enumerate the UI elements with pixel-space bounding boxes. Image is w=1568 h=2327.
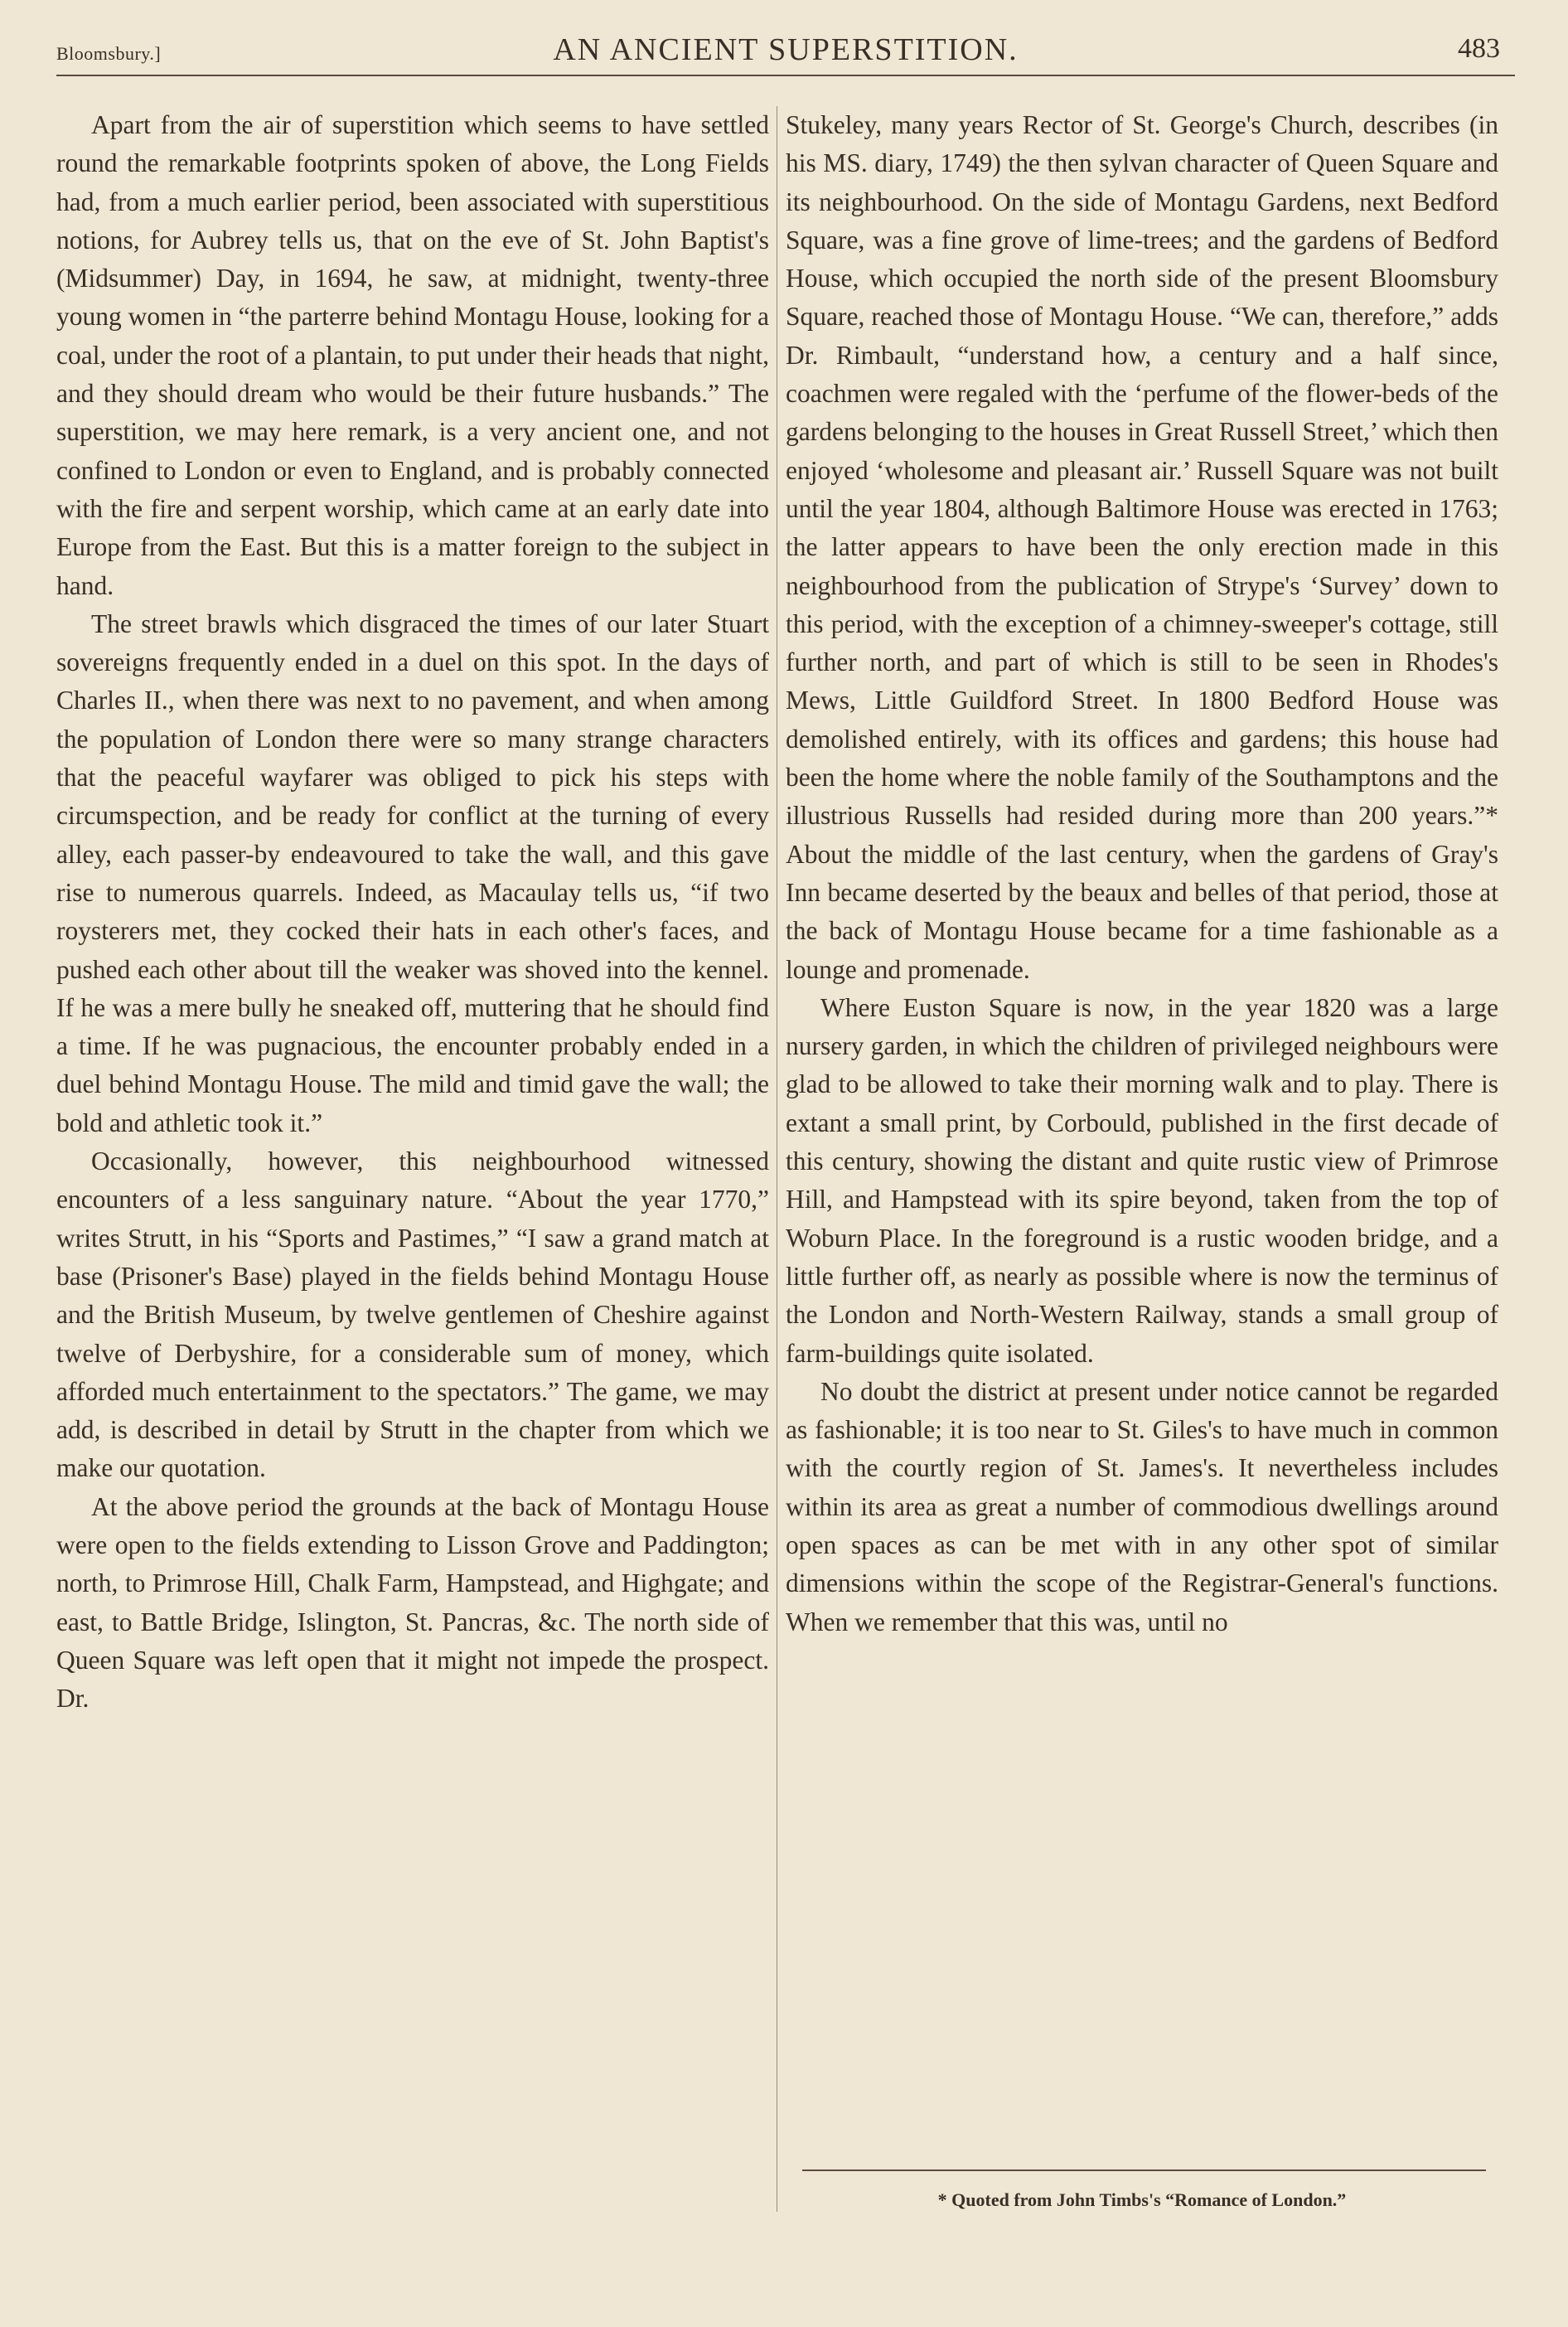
right-column xyxy=(786,106,1498,1641)
paragraph: Occasionally, however, this neighbourhood witnessed encounters of a less sanguinary nature. “About the year 1770,” writes Strutt, in his “Sports and Pastimes,” “I saw a grand match at base (Prisoner's Base) played in the fields behind Montagu House and the British Museum, by twelve gentlemen of Cheshire against twelve of Derbyshire, for a considerable sum of money, which afforded much entertainment to the spectators.” The game, we may add, is described in detail by Strutt in the chapter from which we make our quotation. xyxy=(56,1147,769,1483)
paragraph: Apart from the air of superstition which seems to have settled round the remarkable footprints spoken of above, the Long Fields had, from a much earlier period, been associated with superstitious notions, for Aubrey tells us, that on the eve of St. John Baptist's (Midsummer) Day, in 1694, he saw, at midnight, twenty-three young women in “the parterre behind Montagu House, looking for a coal, under the root of a plantain, to put under their heads that night, and they should dream who would be their future husbands.” The superstition, we may here remark, is a very ancient one, and not confined to London or even to England, and is probably connected with the fire and serpent worship, which came at an early date into Europe from the East. But this is a matter foreign to the subject in hand. xyxy=(56,110,769,600)
footnote: * Quoted from John Timbs's “Romance of London.” xyxy=(937,2189,1347,2210)
left-column xyxy=(56,106,769,1718)
paragraph: At the above period the grounds at the back of Montagu House were open to the fields extending to Lisson Grove and Paddington; north, to Primrose Hill, Chalk Farm, Hampstead, and Highgate; and east, to Battle Bridge, Islington, St. Pancras, &c. The north side of Queen Square was left open that it might not impede the prospect. Dr. xyxy=(56,1491,769,1714)
section-label: Bloomsbury.] xyxy=(56,43,162,64)
running-header xyxy=(56,32,1515,76)
paragraph: Where Euston Square is now, in the year 1820 was a large nursery garden, in which the children of privileged neighbours were glad to be allowed to take their morning walk and to play. There is extant a small print, by Corbould, published in the first decade of this century, showing the distant and quite rustic view of Primrose Hill, and Hampstead with its spire beyond, taken from the top of Woburn Place. In the foreground is a rustic wooden bridge, and a little further off, as nearly as possible where is now the terminus of the London and North-Western Railway, stands a small group of farm-buildings quite isolated. xyxy=(786,992,1498,1368)
footnote-divider xyxy=(802,2169,1486,2171)
paragraph: No doubt the district at present under notice cannot be regarded as fashionable; it is too near to St. Giles's to have much in common with the courtly region of St. James's. It nevertheless includes within its area as great a number of commodious dwellings around open spaces as can be met with in any other spot of similar dimensions within the scope of the Registrar-General's functions. When we remember that this was, until no xyxy=(786,1376,1498,1636)
paragraph: The street brawls which disgraced the times of our later Stuart sovereigns frequently ended in a duel on this spot. In the days of Charles II., when there was next to no pavement, and when among the population of London there were so many strange characters that the peaceful wayfarer was obliged to pick his steps with circumspection, and be ready for conflict at the turning of every alley, each passer-by endeavoured to take the wall, and this gave rise to numerous quarrels. Indeed, as Macaulay tells us, “if two roysterers met, they cocked their hats in each other's faces, and pushed each other about till the weaker was shoved into the kennel. If he was a mere bully he sneaked off, muttering that he should find a time. If he was pugnacious, the encounter probably ended in a duel behind Montagu House. The mild and timid gave the wall; the bold and athletic took it.” xyxy=(56,608,769,1137)
paragraph: Stukeley, many years Rector of St. George's Church, describes (in his MS. diary, 1749) the then sylvan character of Queen Square and its neighbourhood. On the side of Montagu Gardens, next Bedford Square, was a fine grove of lime-trees; and the gardens of Bedford House, which occupied the north side of the present Bloomsbury Square, reached those of Montagu House. “We can, therefore,” adds Dr. Rimbault, “understand how, a century and a half since, coachmen were regaled with the ‘perfume of the flower-beds of the gardens belonging to the houses in Great Russell Street,’ which then enjoyed ‘wholesome and pleasant air.’ Russell Square was not built until the year 1804, although Baltimore House was erected in 1763; the latter appears to have been the only erection made in this neighbourhood from the publication of Strype's ‘Survey’ down to this period, with the exception of a chimney-sweeper's cottage, still further north, and part of which is still to be seen in Rhodes's Mews, Little Guildford Street. In 1800 Bedford House was demolished entirely, with its offices and gardens; this house had been the home where the noble family of the Southamptons and the illustrious Russells had resided during more than 200 years.”* About the middle of the last century, when the gardens of Gray's Inn became deserted by the beaux and belles of that period, those at the back of Montagu House became for a time fashionable as a lounge and promenade. xyxy=(786,110,1498,984)
page-number: 483 xyxy=(1458,33,1500,64)
page-title: AN ANCIENT SUPERSTITION. xyxy=(553,32,1019,67)
